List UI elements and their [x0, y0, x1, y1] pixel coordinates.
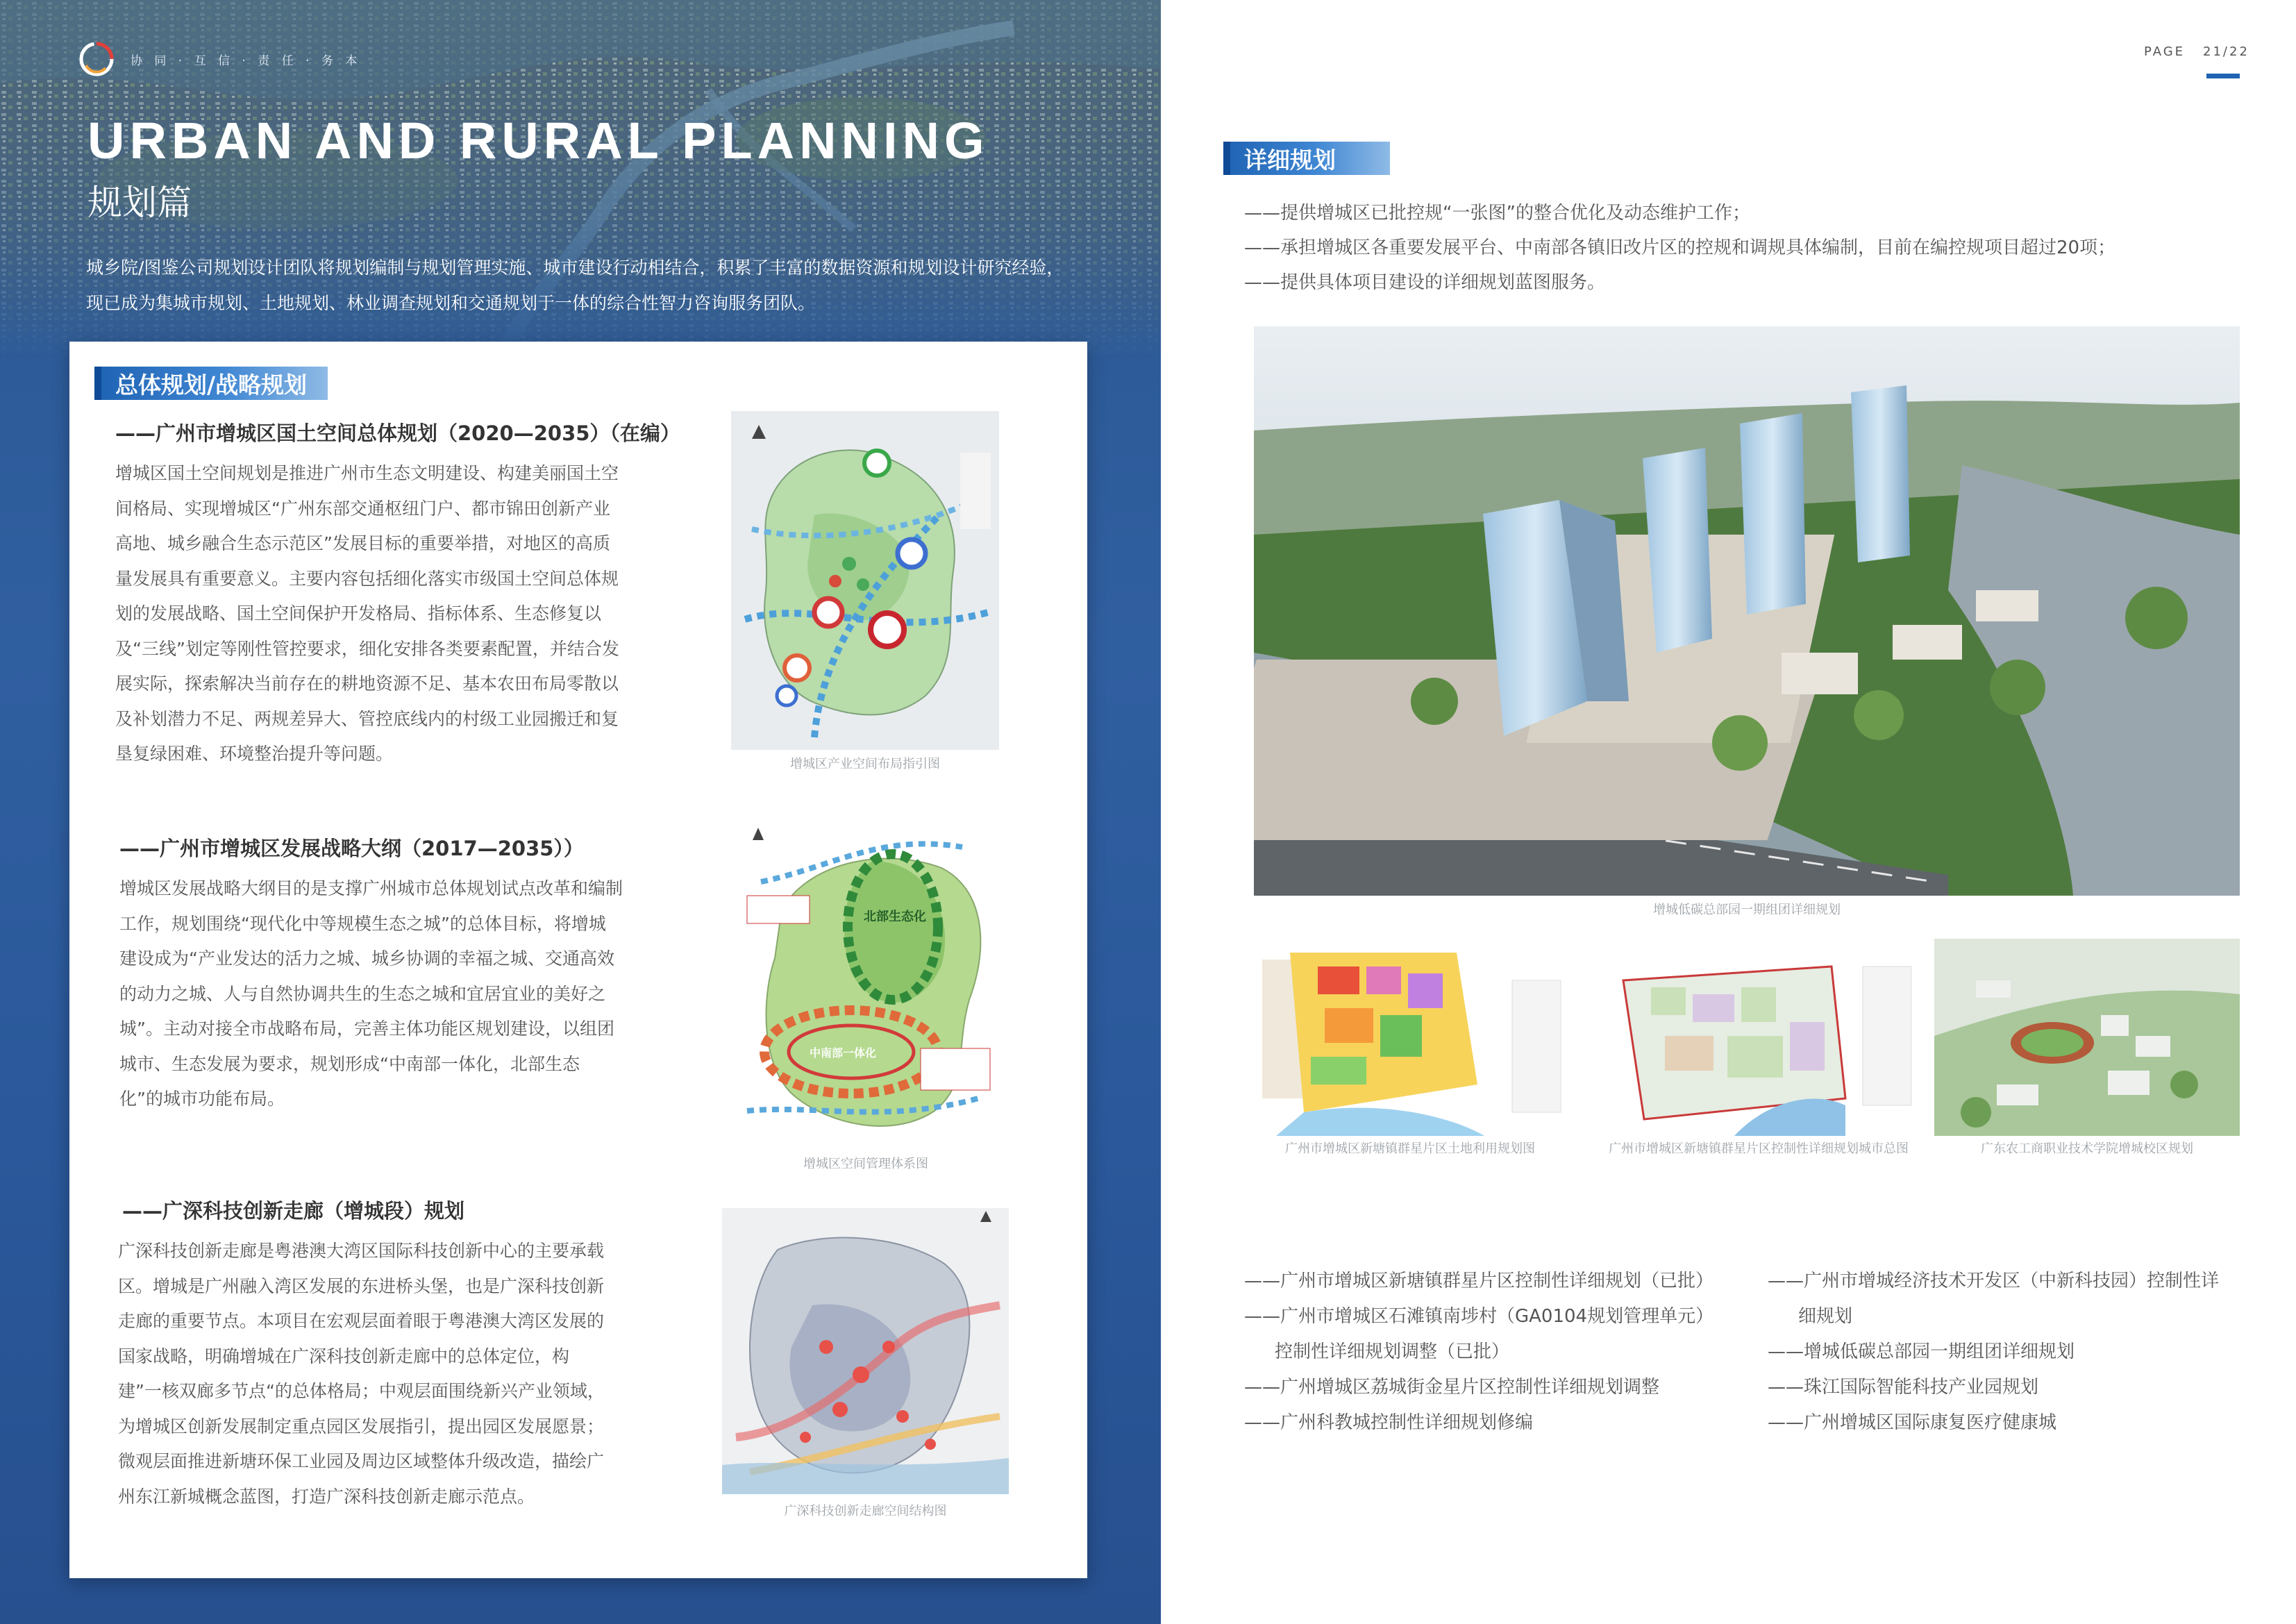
campus-plan-thumbnail — [1934, 939, 2240, 1136]
project-list-item: ——珠江国际智能科技产业园规划 — [1768, 1377, 2039, 1398]
service-bullet-1: ——提供增城区已批控规“一张图”的整合优化及动态维护工作； — [1244, 203, 1750, 224]
section-tag-label: 详细规划 — [1244, 146, 1336, 174]
page-indicator — [2144, 44, 2249, 59]
project-title-1: ——广州市增城区国土空间总体规划（2020—2035）（在编） — [115, 421, 680, 445]
service-bullet-2: ——承担增城区各重要发展平台、中南部各镇旧改片区的控规和调规具体编制，目前在编控规项目超过20项； — [1244, 237, 2116, 258]
project-body-1: 增城区国土空间规划是推进广州市生态文明建设、构建美丽国土空间格局、实现增城区“广州东部交通枢纽门户、都市锦田创新产业高地、城乡融合生态示范区”发展目标的重要举措，对地区的高质量发展具有重要意义。主要内容包括细化落实市级国土空间总体规划的发展战略、国土空间保护开发格局、指标体系、生态修复以及“三线”划定等刚性管控要求，细化安排各类要素配置，并结合发展实际，探索解决当前存在的耕地资源不足、基本农田布局零散以及补划潜力不足、两规差异大、管控底线内的村级工业园搬迁和复垦复绿困难、环境整治提升等问题。 — [115, 463, 619, 764]
section-tag-label: 总体规划/战略规划 — [115, 371, 308, 399]
company-logo-icon — [78, 40, 115, 78]
land-use-plan-thumbnail — [1248, 939, 1572, 1136]
section-tag-master-planning — [94, 367, 328, 400]
brand-header — [78, 40, 361, 78]
project-list-item: ——广州市增城经济技术开发区（中新科技园）控制性详 — [1768, 1271, 2220, 1291]
innovation-corridor-map — [722, 1208, 1009, 1494]
project-list-item: 控制性详细规划调整（已批） — [1275, 1341, 1510, 1362]
main-photo-caption: 增城低碳总部园一期组团详细规划 — [1653, 903, 1841, 917]
project-list-item: ——广州增城区国际康复医疗健康城 — [1768, 1412, 2057, 1433]
page-indicator-bar — [2206, 74, 2240, 78]
thumbnail-caption-3: 广东农工商职业技术学院增城校区规划 — [1981, 1141, 2193, 1156]
page-label: PAGE — [2144, 44, 2186, 59]
section-tag-detailed-planning — [1223, 142, 1390, 175]
project-title-2: ——广州市增城区发展战略大纲（2017—2035）） — [119, 837, 584, 860]
page-title-chinese: 规划篇 — [87, 183, 192, 223]
figure-caption-3: 广深科技创新走廊空间结构图 — [784, 1504, 947, 1518]
project-body-3: 广深科技创新走廊是粤港澳大湾区国际科技创新中心的主要承载区。增城是广州融入湾区发展的东进桥头堡，也是广深科技创新走廊的重要节点。本项目在宏观层面着眼于粤港澳大湾区发展的国家战略，明确增城在广深科技创新走廊中的总体定位，构建”一核双廊多节点“的总体格局；中观层面围绕新兴产业领域，为增城区创新发展制定重点园区发展指引，提出园区发展愿景；微观层面推进新塘环保工业园及周边区域整体升级改造，描绘广州东江新城概念蓝图，打造广深科技创新走廊示范点。 — [118, 1241, 605, 1507]
project-list-item: ——广州增城区荔城街金星片区控制性详细规划调整 — [1244, 1377, 1660, 1398]
master-planning-card — [69, 342, 1087, 1578]
thumbnail-caption-2: 广州市增城区新塘镇群星片区控制性详细规划城市总图 — [1609, 1141, 1909, 1156]
project-list-item: ——增城低碳总部园一期组团详细规划 — [1768, 1341, 2075, 1362]
spatial-management-map — [733, 819, 998, 1151]
intro-paragraph: 城乡院/图鉴公司规划设计团队将规划编制与规划管理实施、城市建设行动相结合，积累了丰富的数据资源和规划设计研究经验，现已成为集城市规划、土地规划、林业调查规划和交通规划于一体的综合性智力咨询服务团队。 — [86, 258, 1064, 313]
project-list-left — [1244, 1264, 1713, 1441]
regulatory-plan-thumbnail — [1595, 939, 1922, 1136]
page-number: 21/22 — [2203, 44, 2249, 59]
project-list-item: ——广州市增城区新塘镇群星片区控制性详细规划（已批） — [1244, 1271, 1714, 1291]
central-south-label: 中南部一体化 — [810, 1046, 877, 1060]
aerial-rendering-photo — [1254, 326, 2240, 896]
project-list-item: ——广州科教城控制性详细规划修编 — [1244, 1412, 1534, 1433]
project-list-item: ——广州市增城区石滩镇南埗村（GA0104规划管理单元） — [1244, 1306, 1714, 1327]
project-list-right — [1768, 1264, 2219, 1441]
page-title-english: URBAN AND RURAL PLANNING — [87, 112, 989, 169]
project-title-3: ——广深科技创新走廊（增城段）规划 — [122, 1199, 465, 1223]
service-bullet-3: ——提供具体项目建设的详细规划蓝图服务。 — [1244, 272, 1606, 293]
project-body-2: 增城区发展战略大纲目的是支撑广州城市总体规划试点改革和编制工作，规划围绕“现代化中等规模生态之城”的总体目标，将增城建设成为“产业发达的活力之城、城乡协调的幸福之城、交通高效的动力之城、人与自然协调共生的生态之城和宜居宜业的美好之城”。主动对接全市战略布局，完善主体功能区规划建设，以组团城市、生态发展为要求，规划形成“中南部一体化，北部生态化”的城市功能布局。 — [119, 878, 623, 1109]
figure-caption-2: 增城区空间管理体系图 — [803, 1157, 928, 1171]
industry-layout-map — [731, 411, 999, 750]
thumbnail-caption-1: 广州市增城区新塘镇群星片区土地利用规划图 — [1285, 1141, 1535, 1156]
figure-caption-1: 增城区产业空间布局指引图 — [790, 757, 940, 771]
project-list-item: 细规划 — [1798, 1306, 1853, 1327]
company-motto: 协 同 · 互 信 · 责 任 · 务 本 — [131, 53, 362, 68]
northern-eco-label: 北部生态化 — [864, 910, 926, 924]
